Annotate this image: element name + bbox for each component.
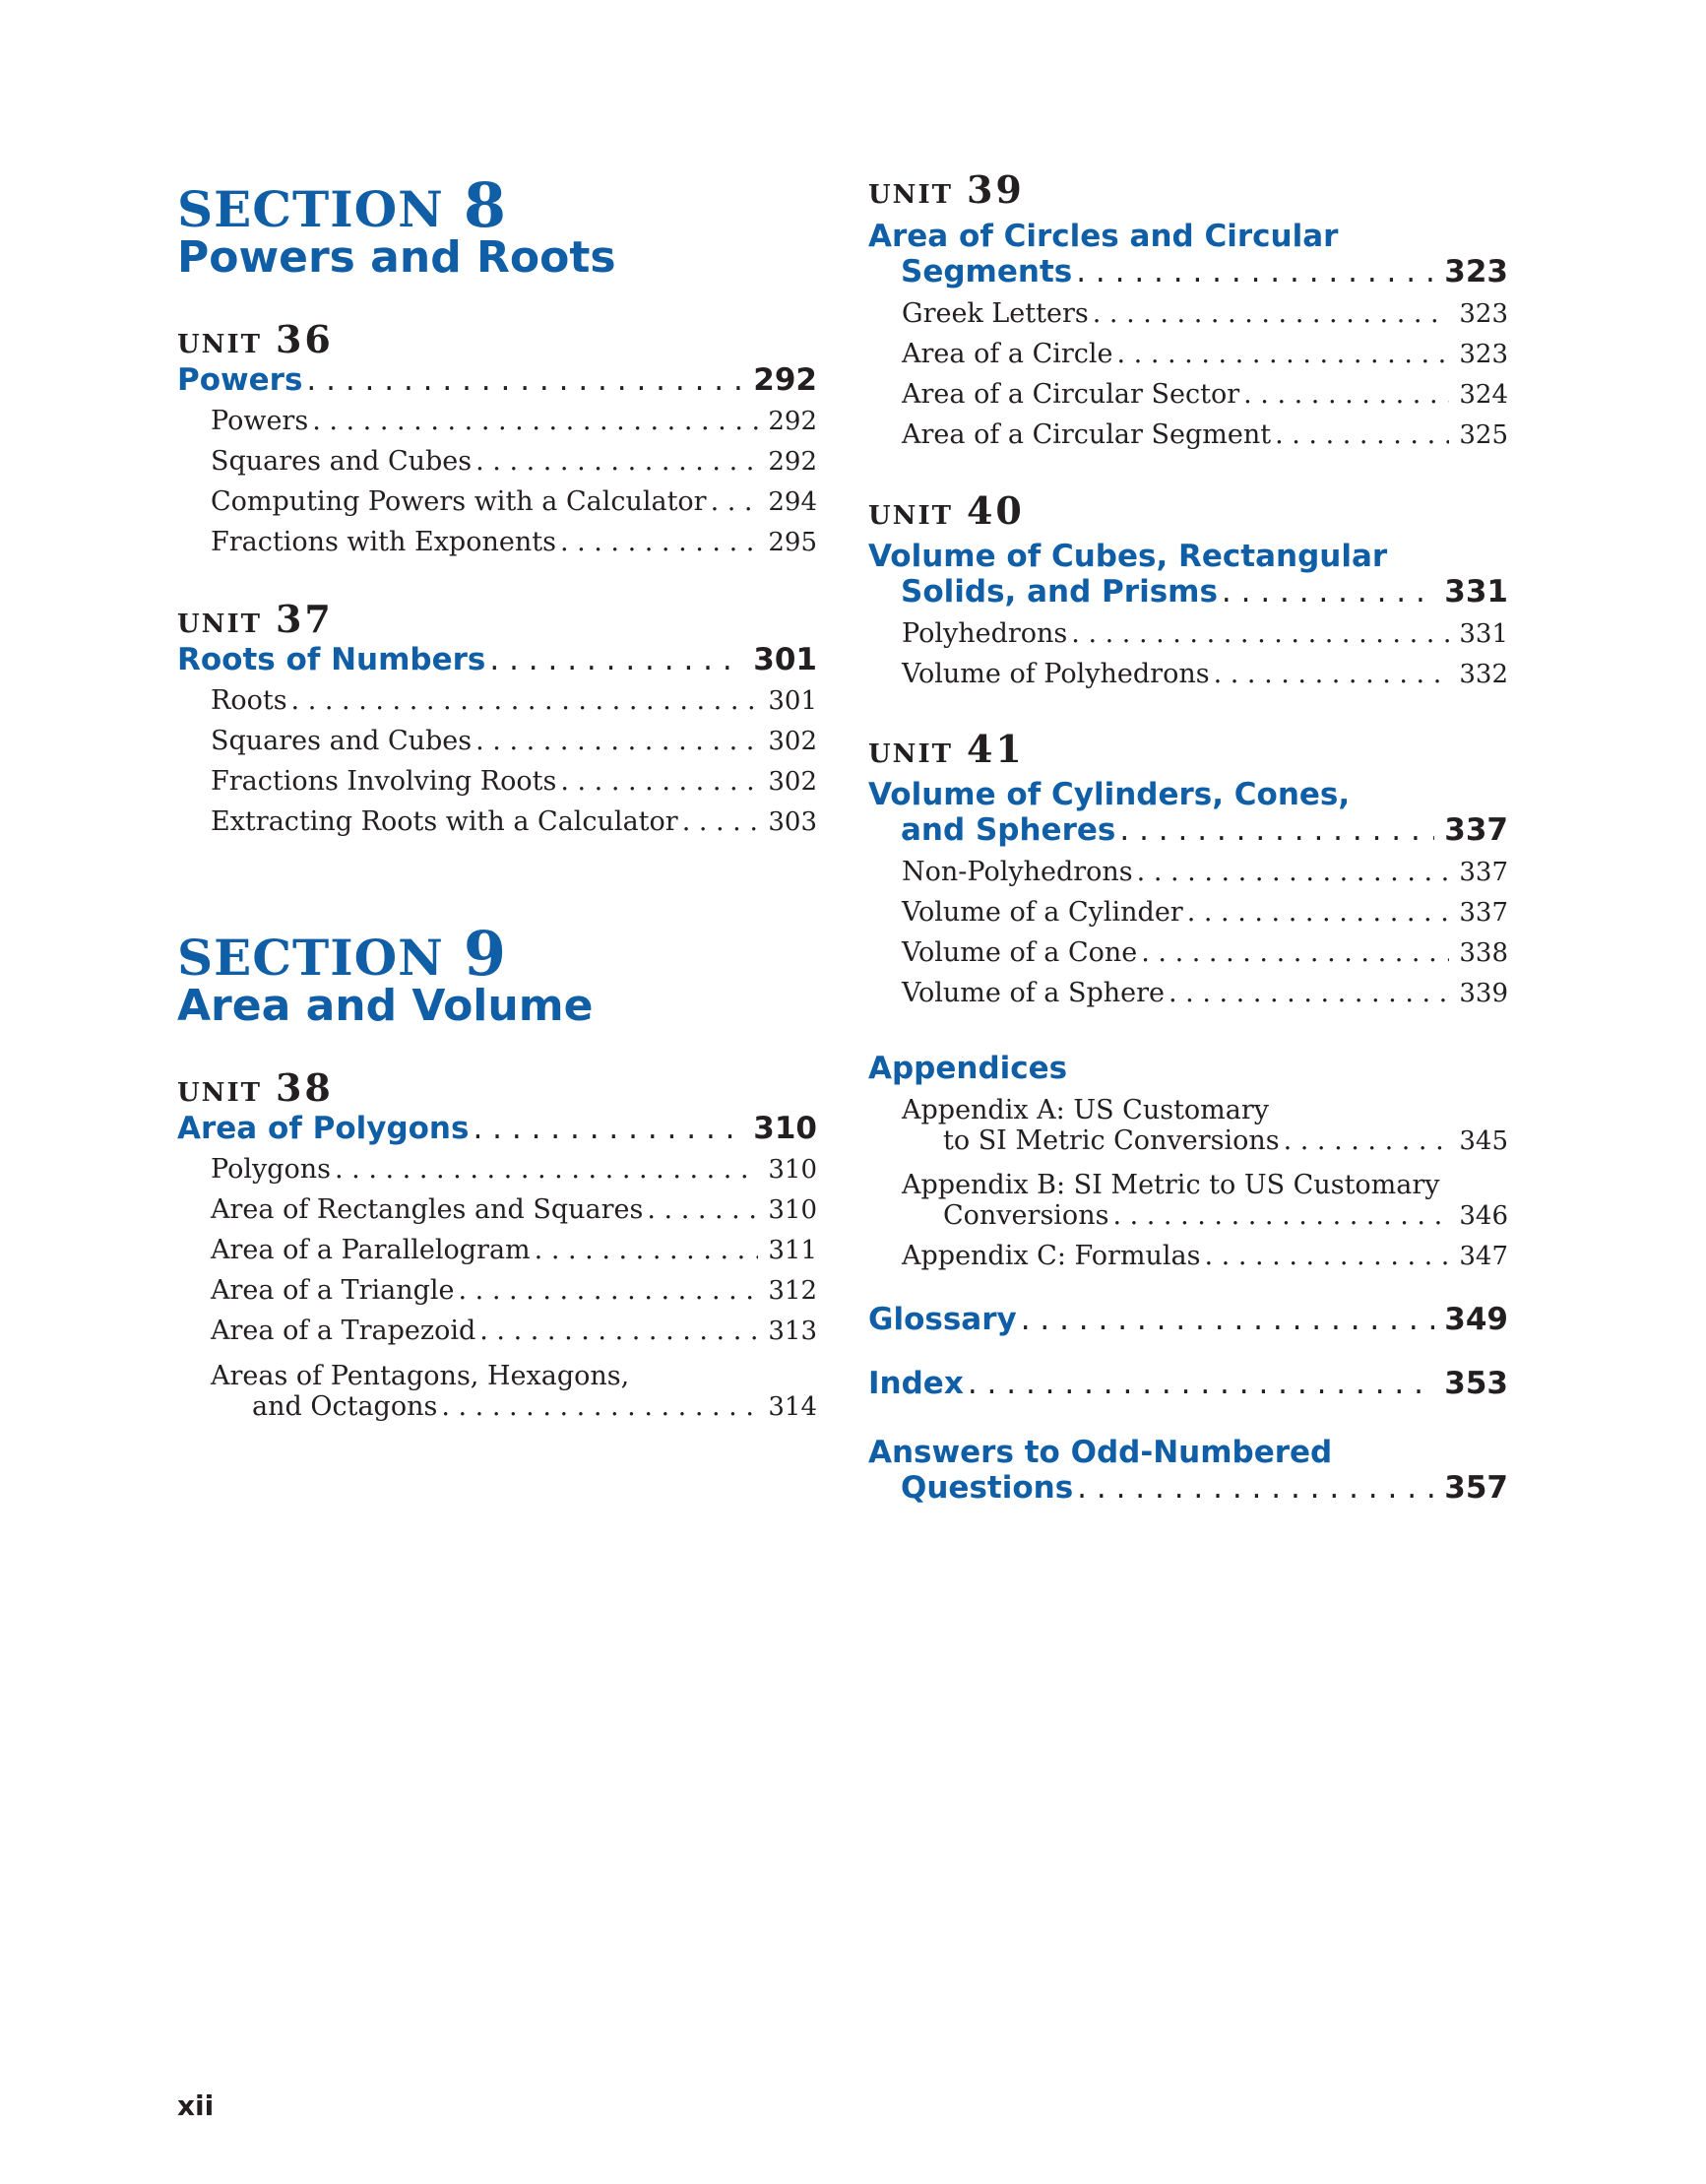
page-number: 301 — [753, 642, 817, 677]
section-8-label — [177, 169, 508, 241]
page-number: 339 — [1459, 979, 1508, 1008]
dot-leader — [1093, 298, 1450, 329]
dot-leader — [312, 406, 758, 436]
unit-number: 40 — [966, 488, 1025, 533]
dot-leader — [682, 806, 759, 837]
entry-label: Fractions Involving Roots — [211, 766, 557, 797]
page-number: 337 — [1444, 812, 1508, 848]
dot-leader — [473, 1111, 743, 1146]
page-folio: xii — [177, 2089, 215, 2122]
unit-37-label — [177, 597, 334, 641]
entry-label: Squares and Cubes — [211, 446, 473, 477]
dot-leader — [560, 527, 758, 557]
unit-39-label — [868, 167, 1025, 212]
toc-unit-39-title-line1[interactable]: Area of Circles and Circular — [868, 219, 1339, 254]
toc-entry[interactable] — [868, 937, 1508, 977]
toc-entry[interactable] — [177, 406, 817, 445]
toc-entry[interactable] — [177, 1316, 817, 1355]
toc-entry[interactable] — [177, 1275, 817, 1315]
section-word: SECTION — [177, 929, 444, 987]
unit-number: 38 — [275, 1065, 334, 1110]
toc-entry[interactable] — [868, 298, 1508, 338]
toc-entry[interactable] — [177, 527, 817, 566]
toc-entry-line1[interactable]: Areas of Pentagons, Hexagons, — [211, 1361, 630, 1391]
toc-unit-40-title[interactable] — [868, 574, 1508, 615]
toc-entry[interactable] — [177, 1154, 817, 1193]
toc-entry[interactable] — [868, 659, 1508, 698]
dot-leader — [306, 362, 743, 398]
dot-leader — [560, 766, 758, 797]
toc-entry[interactable] — [177, 766, 817, 805]
toc-entry[interactable] — [177, 726, 817, 765]
unit-number: 36 — [275, 317, 334, 361]
dot-leader — [1137, 857, 1450, 887]
page-number: 301 — [768, 686, 817, 716]
page-number: 332 — [1459, 660, 1508, 689]
unit-word: UNIT — [177, 1078, 262, 1108]
page-number: 349 — [1444, 1302, 1508, 1337]
entry-label: Area of a Trapezoid — [211, 1316, 476, 1346]
page-number: 357 — [1444, 1470, 1508, 1506]
dot-leader — [647, 1194, 758, 1225]
page-number: 346 — [1459, 1201, 1508, 1231]
toc-unit-37-title[interactable] — [177, 642, 817, 683]
toc-answers[interactable] — [868, 1470, 1508, 1511]
section-8-title[interactable]: Powers and Roots — [177, 232, 616, 283]
toc-title: Area of Polygons — [177, 1111, 470, 1146]
toc-appendix-a[interactable] — [868, 1125, 1508, 1165]
unit-word: UNIT — [868, 180, 953, 210]
page-number: 310 — [768, 1155, 817, 1185]
entry-label: Area of a Circular Segment — [902, 419, 1272, 450]
dot-leader — [475, 446, 758, 477]
toc-entry[interactable] — [177, 685, 817, 725]
page-number: 310 — [753, 1111, 817, 1146]
dot-leader — [479, 1316, 758, 1346]
toc-glossary[interactable] — [868, 1302, 1508, 1343]
dot-leader — [1169, 978, 1449, 1008]
section-number: 9 — [463, 918, 508, 990]
unit-number: 41 — [966, 727, 1025, 771]
page-number: 323 — [1444, 254, 1508, 289]
entry-label: Greek Letters — [902, 298, 1089, 329]
unit-word: UNIT — [868, 739, 953, 769]
dot-leader — [1205, 1241, 1450, 1271]
dot-leader — [1076, 254, 1434, 289]
unit-word: UNIT — [177, 330, 262, 359]
toc-title: Glossary — [868, 1302, 1017, 1337]
entry-label: Conversions — [943, 1200, 1109, 1231]
dot-leader — [535, 1235, 759, 1265]
unit-36-label — [177, 317, 334, 361]
entry-label: Volume of a Cylinder — [902, 897, 1183, 928]
toc-entry[interactable] — [177, 1235, 817, 1274]
page-number: 325 — [1459, 420, 1508, 450]
toc-title: Index — [868, 1366, 964, 1401]
page-number: 323 — [1459, 299, 1508, 329]
toc-title: Solids, and Prisms — [901, 574, 1218, 610]
dot-leader — [291, 685, 759, 716]
toc-entry[interactable] — [868, 978, 1508, 1017]
page-number: 347 — [1459, 1242, 1508, 1271]
toc-appendix-b[interactable] — [868, 1200, 1508, 1240]
unit-41-label — [868, 727, 1025, 771]
dot-leader — [1119, 812, 1434, 848]
toc-title: Questions — [901, 1470, 1074, 1506]
toc-entry[interactable] — [868, 379, 1508, 418]
entry-label: Volume of a Cone — [902, 937, 1138, 968]
section-9-title[interactable]: Area and Volume — [177, 981, 594, 1031]
toc-entry[interactable] — [177, 1391, 817, 1431]
page-number: 337 — [1459, 858, 1508, 887]
entry-label: Extracting Roots with a Calculator — [211, 806, 678, 837]
toc-unit-36-title[interactable] — [177, 362, 817, 404]
page-number: 303 — [768, 807, 817, 837]
dot-leader — [1112, 1200, 1449, 1231]
page-number: 338 — [1459, 938, 1508, 968]
section-9-label — [177, 918, 508, 990]
dot-leader — [489, 642, 743, 677]
page-number: 353 — [1444, 1366, 1508, 1401]
toc-title: Powers — [177, 362, 303, 398]
toc-answers-line1[interactable]: Answers to Odd-Numbered — [868, 1435, 1333, 1470]
dot-leader — [1243, 379, 1449, 410]
dot-leader — [711, 486, 759, 517]
entry-label: Polygons — [211, 1154, 332, 1185]
page-number: 331 — [1444, 574, 1508, 610]
dot-leader — [335, 1154, 758, 1185]
entry-label: Squares and Cubes — [211, 726, 473, 756]
page-number: 337 — [1459, 898, 1508, 928]
appendix-b-line1[interactable]: Appendix B: SI Metric to US Customary — [902, 1170, 1440, 1200]
toc-entry[interactable] — [177, 1194, 817, 1234]
entry-label: Area of a Parallelogram — [211, 1235, 531, 1265]
toc-unit-41-title[interactable] — [868, 812, 1508, 854]
section-number: 8 — [463, 169, 508, 241]
unit-word: UNIT — [177, 610, 262, 639]
page-number: 294 — [768, 487, 817, 517]
entry-label: Area of a Circle — [902, 339, 1113, 369]
unit-38-label — [177, 1065, 334, 1110]
toc-entry[interactable] — [868, 339, 1508, 378]
toc-entry[interactable] — [868, 857, 1508, 896]
unit-number: 37 — [275, 597, 334, 641]
dot-leader — [1214, 659, 1450, 689]
entry-label: Computing Powers with a Calculator — [211, 486, 707, 517]
dot-leader — [459, 1275, 759, 1306]
dot-leader — [1071, 618, 1449, 649]
page-number: 292 — [768, 407, 817, 436]
entry-label: Area of a Triangle — [211, 1275, 455, 1306]
dot-leader — [1187, 897, 1450, 928]
entry-label: Fractions with Exponents — [211, 527, 556, 557]
entry-label: Roots — [211, 685, 287, 716]
page-number: 331 — [1459, 619, 1508, 649]
toc-appendices-title[interactable]: Appendices — [868, 1051, 1068, 1086]
entry-label: Polyhedrons — [902, 618, 1068, 649]
unit-40-label — [868, 488, 1025, 533]
unit-number: 39 — [966, 167, 1025, 212]
dot-leader — [1117, 339, 1450, 369]
page-number: 314 — [768, 1392, 817, 1422]
toc-index[interactable] — [868, 1366, 1508, 1407]
dot-leader — [1021, 1302, 1435, 1337]
dot-leader — [968, 1366, 1434, 1401]
dot-leader — [441, 1391, 758, 1422]
entry-label: Volume of Polyhedrons — [902, 659, 1210, 689]
entry-label: Area of a Circular Sector — [902, 379, 1240, 410]
dot-leader — [475, 726, 758, 756]
toc-unit-39-title[interactable] — [868, 254, 1508, 295]
entry-label: to SI Metric Conversions — [943, 1125, 1280, 1156]
toc-unit-38-title[interactable] — [177, 1111, 817, 1152]
toc-entry[interactable] — [177, 446, 817, 485]
toc-entry[interactable] — [868, 618, 1508, 658]
appendix-a-line1[interactable]: Appendix A: US Customary — [902, 1095, 1270, 1125]
section-word: SECTION — [177, 180, 444, 238]
page-number: 345 — [1459, 1126, 1508, 1156]
page-number: 295 — [768, 528, 817, 557]
entry-label: Powers — [211, 406, 309, 436]
page-number: 313 — [768, 1317, 817, 1346]
toc-entry[interactable] — [177, 806, 817, 846]
page-number: 311 — [768, 1236, 817, 1265]
toc-appendix-c[interactable] — [868, 1241, 1508, 1280]
toc-title: Roots of Numbers — [177, 642, 486, 677]
toc-title: Segments — [901, 254, 1073, 289]
toc-entry[interactable] — [868, 419, 1508, 459]
page-number: 323 — [1459, 340, 1508, 369]
dot-leader — [1077, 1470, 1434, 1506]
toc-unit-41-title-line1[interactable]: Volume of Cylinders, Cones, — [868, 777, 1351, 812]
entry-label: Non-Polyhedrons — [902, 857, 1133, 887]
dot-leader — [1275, 419, 1449, 450]
page-number: 324 — [1459, 380, 1508, 410]
dot-leader — [1284, 1125, 1450, 1156]
toc-entry[interactable] — [868, 897, 1508, 936]
unit-word: UNIT — [868, 501, 953, 531]
page-number: 302 — [768, 767, 817, 797]
entry-label: Volume of a Sphere — [902, 978, 1166, 1008]
page-number: 292 — [753, 362, 817, 398]
entry-label: and Octagons — [252, 1391, 438, 1422]
toc-entry[interactable] — [177, 486, 817, 526]
entry-label: Area of Rectangles and Squares — [211, 1194, 644, 1225]
page-number: 292 — [768, 447, 817, 477]
page-number: 312 — [768, 1276, 817, 1306]
toc-title: and Spheres — [901, 812, 1116, 848]
page-number: 310 — [768, 1195, 817, 1225]
dot-leader — [1141, 937, 1449, 968]
entry-label: Appendix C: Formulas — [902, 1241, 1201, 1271]
page-number: 302 — [768, 727, 817, 756]
toc-unit-40-title-line1[interactable]: Volume of Cubes, Rectangular — [868, 539, 1388, 574]
dot-leader — [1222, 574, 1434, 610]
